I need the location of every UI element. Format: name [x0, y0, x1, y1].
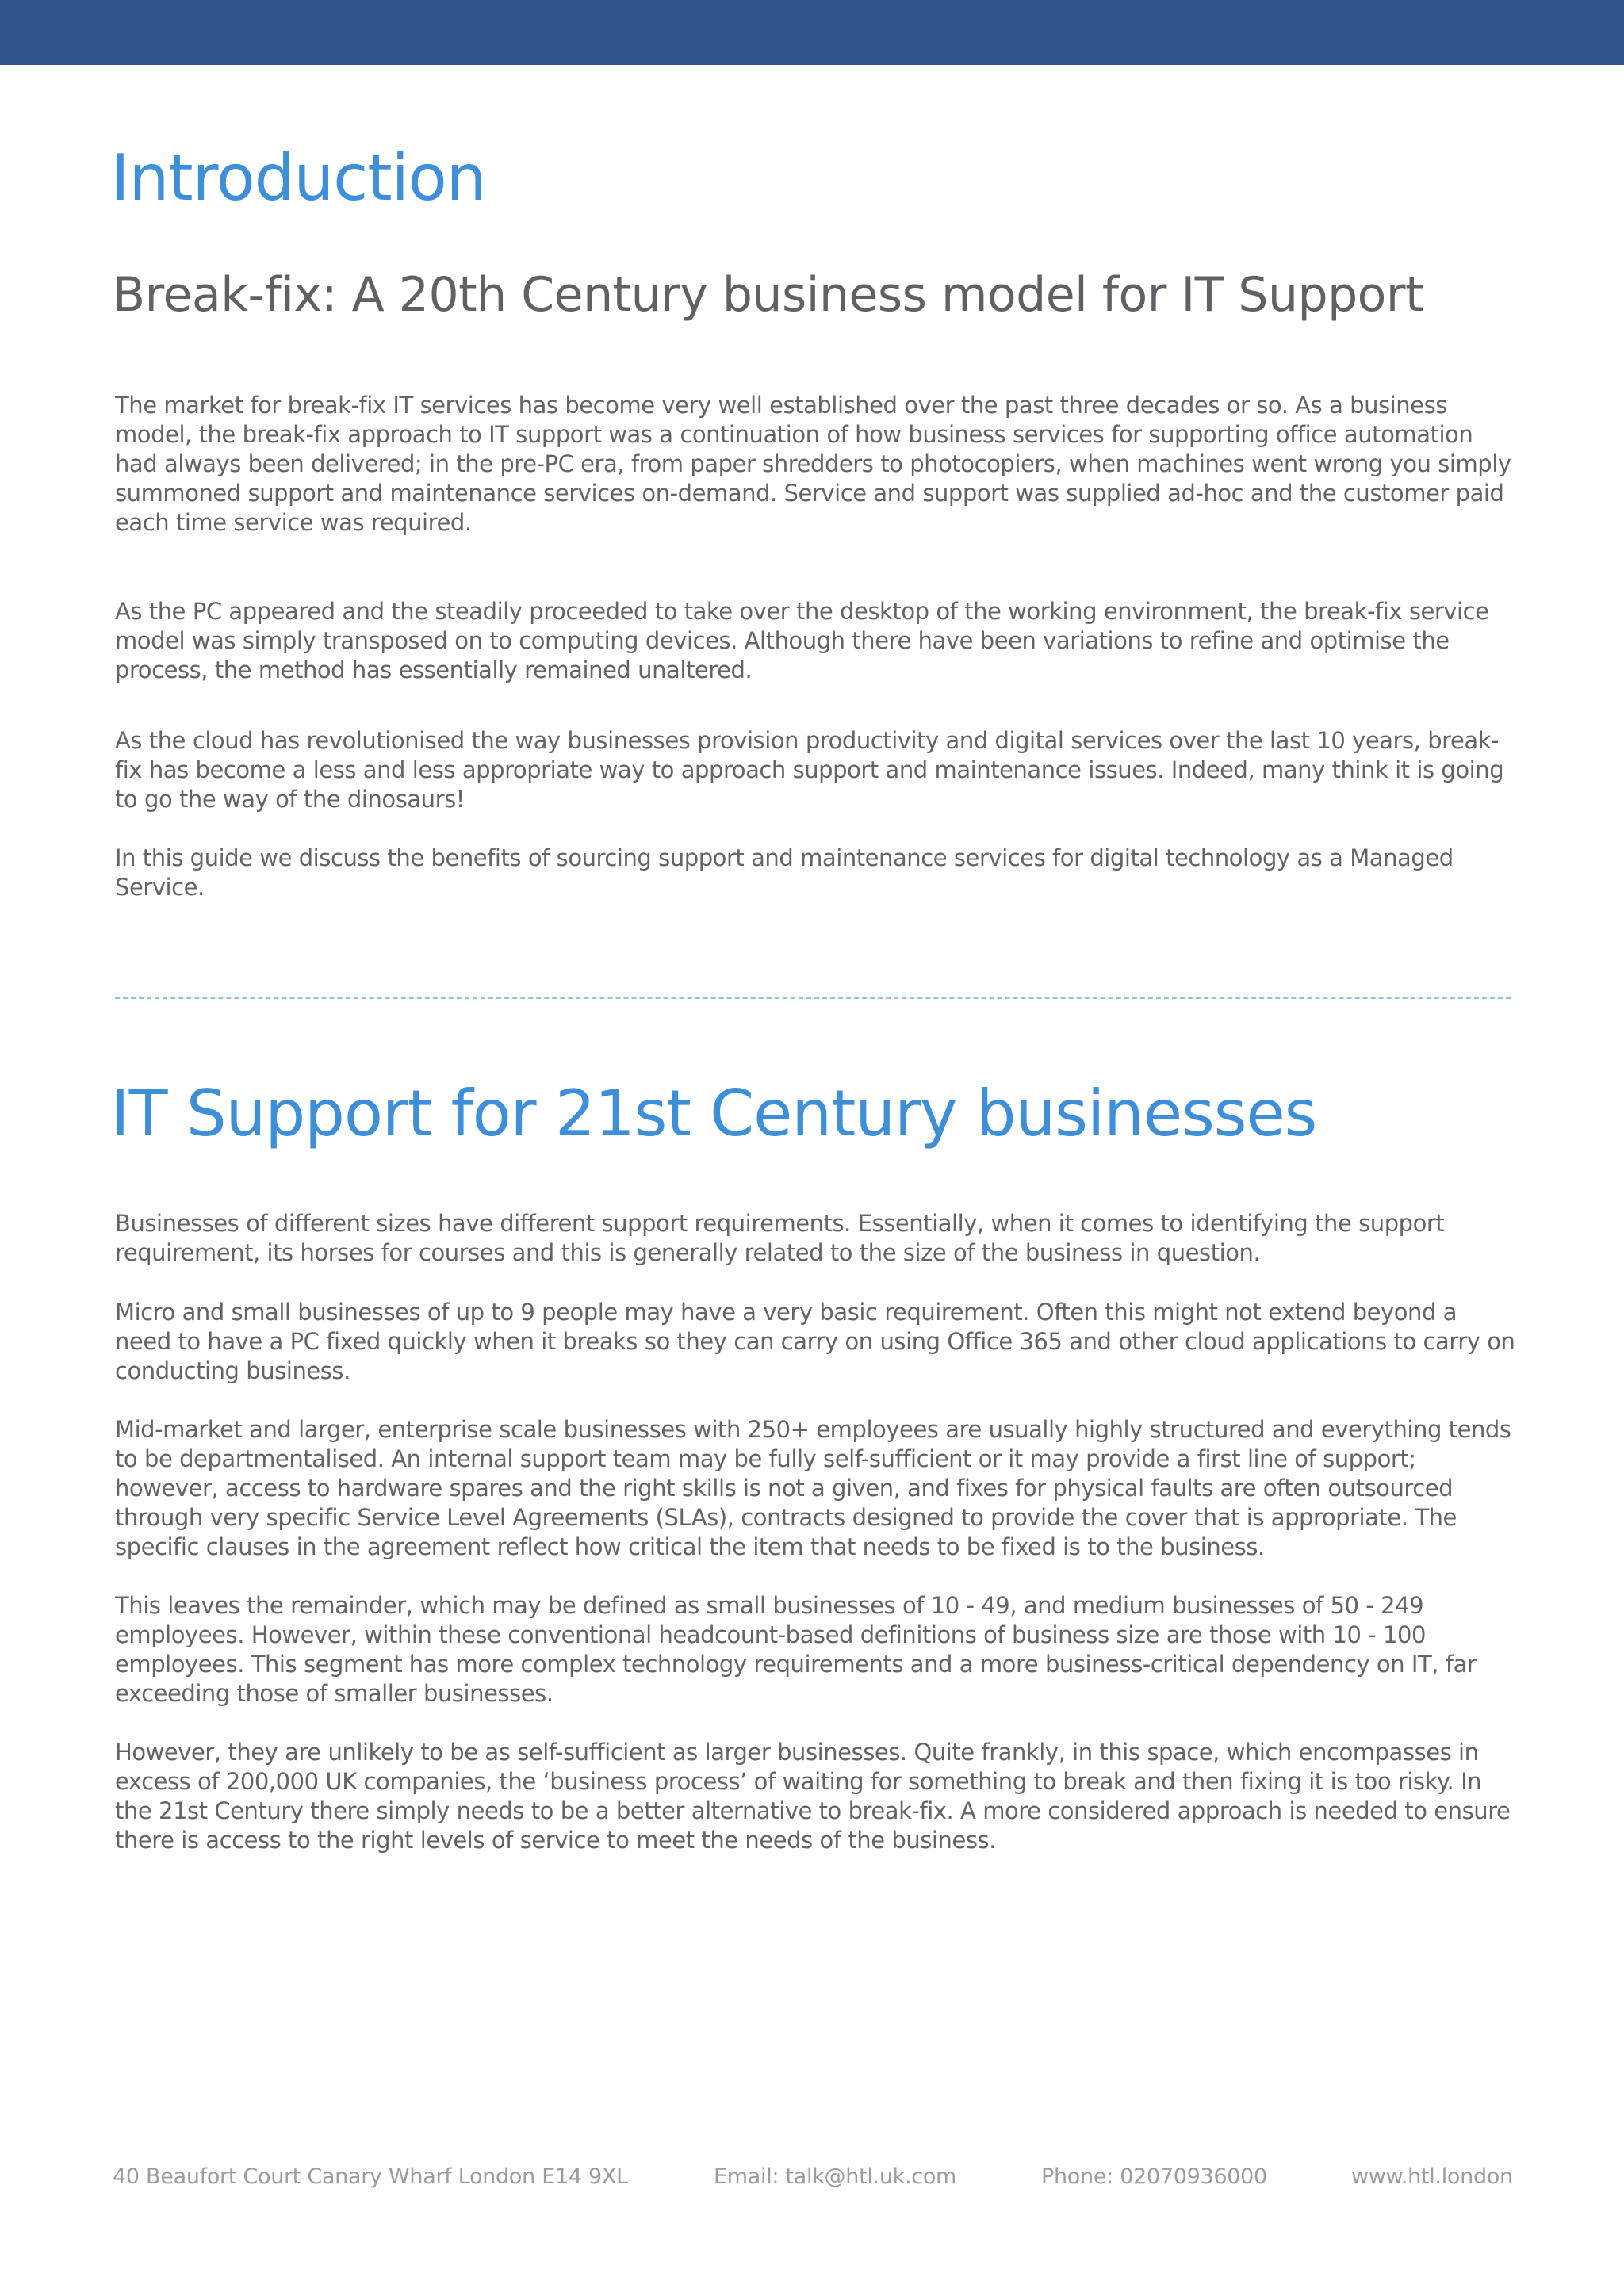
intro-paragraph-2: As the PC appeared and the steadily proceeded to take over the desktop of the working environment, the break-fix service model was simply transposed on to computing devices. Although there have been variations to refine and optimise the process, the method has essentially remained unaltered.	[115, 598, 1489, 683]
section2-title: IT Support for 21st Century businesses	[111, 1077, 1317, 1150]
footer-phone[interactable]: Phone: 02070936000	[1041, 2164, 1267, 2189]
footer-website[interactable]: www.htl.london	[1351, 2164, 1513, 2189]
section2-paragraph-4: This leaves the remainder, which may be defined as small businesses of 10 - 49, and medium businesses of 50 - 249 employees. However, within these conventional headcount-based definitions of business size are those with 10 - 100 employees. This segment has more complex technology requirements and a more business-critical dependency on IT, far exceeding those of smaller businesses.	[115, 1592, 1477, 1707]
section2-paragraph-3: Mid-market and larger, enterprise scale businesses with 250+ employees are usually highly structured and everything tends to be departmentalised. An internal support team may be fully self-sufficient or it may provide a first line of support; however, access to hardware spares and the right skills is not a given, and fixes for physical faults are often outsourced through very specific Service Level Agreements (SLAs), contracts designed to provide the cover that is appropriate. The specific clauses in the agreement reflect how critical the item that needs to be fixed is to the business.	[115, 1416, 1511, 1560]
footer-address: 40 Beaufort Court Canary Wharf London E14 9XL	[113, 2164, 628, 2189]
footer-email[interactable]: Email: talk@htl.uk.com	[714, 2164, 957, 2189]
intro-paragraph-4: In this guide we discuss the benefits of sourcing support and maintenance services for digital technology as a Managed Service.	[115, 844, 1454, 901]
intro-paragraph-1: The market for break-fix IT services has become very well established over the past three decades or so. As a business model, the break-fix approach to IT support was a continuation of how business services for supporting office automation had always been delivered; in the pre-PC era, from paper shredders to photocopiers, when machines went wrong you simply summoned support and maintenance services on-demand. Service and support was supplied ad-hoc and the customer paid each time service was required.	[115, 392, 1511, 536]
introduction-subtitle: Break-fix: A 20th Century business model for IT Support	[113, 267, 1424, 323]
section2-paragraph-2: Micro and small businesses of up to 9 people may have a very basic requirement. Often this might not extend beyond a need to have a PC fixed quickly when it breaks so they can carry on using Office 365 and other cloud applications to carry on conducting business.	[115, 1299, 1515, 1384]
section2-paragraph-1: Businesses of different sizes have different support requirements. Essentially, when it comes to identifying the support requirement, its horses for courses and this is generally related to the size of the business in question.	[115, 1210, 1445, 1266]
introduction-title: Introduction	[111, 141, 486, 215]
header-band	[0, 0, 1624, 65]
intro-paragraph-3: As the cloud has revolutionised the way businesses provision productivity and digital services over the last 10 years, break-fix has become a less and less appropriate way to approach support and maintenance issues. Indeed, many think it is going to go the way of the dinosaurs!	[115, 727, 1504, 813]
section-divider	[115, 997, 1511, 999]
section2-paragraph-5: However, they are unlikely to be as self-sufficient as larger businesses. Quite frankly, in this space, which encompasses in excess of 200,000 UK companies, the ‘business process’ of waiting for something to break and then fixing it is too risky. In the 21st Century there simply needs to be a better alternative to break-fix. A more considered approach is needed to ensure there is access to the right levels of service to meet the needs of the business.	[115, 1739, 1511, 1854]
